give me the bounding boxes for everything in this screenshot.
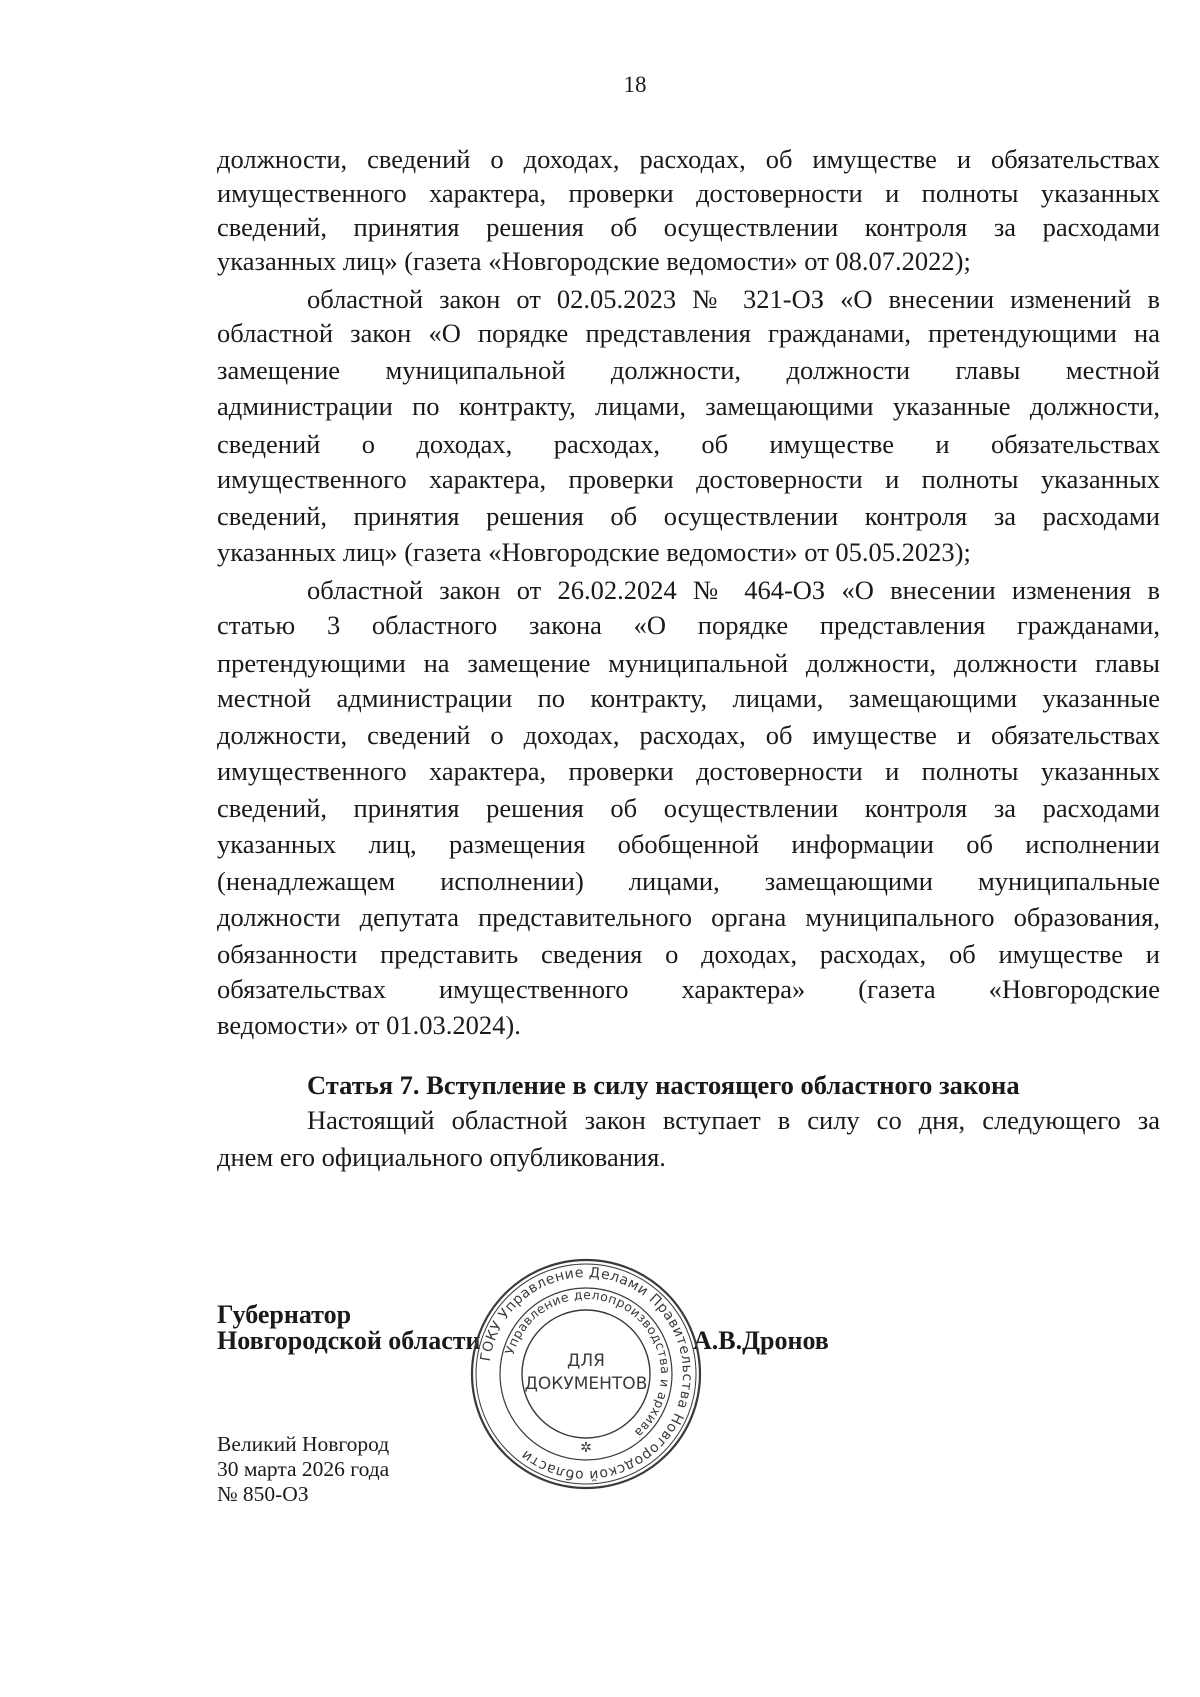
text-line: областной закон от 02.05.2023 № 321-ОЗ «О внесении изменений в bbox=[307, 284, 1160, 314]
text-line: указанных лиц, размещения обобщенной информации об исполнении bbox=[217, 829, 1160, 859]
stamp-outer-text: ГОКУ Управление Делами Правительства Новгородской области bbox=[477, 1264, 696, 1484]
text-line: имущественного характера, проверки достоверности и полноты указанных bbox=[217, 178, 1160, 208]
stamp-center-line2: ДОКУМЕНТОВ bbox=[524, 1374, 648, 1394]
text-line: (ненадлежащем исполнении) лицами, замещающими муниципальные bbox=[217, 866, 1160, 896]
text-line: Настоящий областной закон вступает в силу со дня, следующего за bbox=[307, 1105, 1160, 1135]
text-line: сведений о доходах, расходах, об имуществе и обязательствах bbox=[217, 429, 1160, 459]
signature-title-line1: Губернатор bbox=[217, 1300, 352, 1329]
text-line: сведений, принятия решения об осуществлении контроля за расходами bbox=[217, 501, 1160, 531]
official-stamp bbox=[468, 1256, 704, 1492]
place-city: Великий Новгород bbox=[217, 1432, 390, 1456]
text-line: должности депутата представительного органа муниципального образования, bbox=[217, 902, 1160, 932]
text-line: указанных лиц» (газета «Новгородские ведомости» от 05.05.2023); bbox=[217, 537, 971, 567]
text-line: местной администрации по контракту, лицами, замещающими указанные bbox=[217, 683, 1160, 713]
text-line: областной закон «О порядке представления гражданами, претендующими на bbox=[217, 318, 1160, 348]
stamp-inner-text: Управление делопроизводства и архива bbox=[501, 1286, 674, 1441]
text-line: имущественного характера, проверки достоверности и полноты указанных bbox=[217, 464, 1160, 494]
page-number: 18 bbox=[623, 72, 647, 97]
text-line: обязанности представить сведения о доходах, расходах, об имуществе и bbox=[217, 939, 1160, 969]
text-line: указанных лиц» (газета «Новгородские ведомости» от 08.07.2022); bbox=[217, 246, 971, 276]
article-heading: Статья 7. Вступление в силу настоящего областного закона bbox=[307, 1070, 1020, 1100]
text-line: ведомости» от 01.03.2024). bbox=[217, 1010, 521, 1040]
text-line: претендующими на замещение муниципальной должности, должности главы bbox=[217, 648, 1160, 678]
text-line: администрации по контракту, лицами, замещающими указанные должности, bbox=[217, 391, 1160, 421]
place-date: 30 марта 2026 года bbox=[217, 1457, 390, 1481]
stamp-center-line1: ДЛЯ bbox=[567, 1351, 605, 1371]
text-line: статью 3 областного закона «О порядке представления гражданами, bbox=[217, 610, 1160, 640]
text-line: замещение муниципальной должности, должности главы местной bbox=[217, 355, 1160, 385]
signature-title-line2: Новгородской области bbox=[217, 1326, 481, 1355]
text-line: обязательствах имущественного характера» (газета «Новгородские bbox=[217, 974, 1160, 1004]
text-line: имущественного характера, проверки достоверности и полноты указанных bbox=[217, 756, 1160, 786]
text-line: днем его официального опубликования. bbox=[217, 1142, 666, 1172]
text-line: должности, сведений о доходах, расходах, об имуществе и обязательствах bbox=[217, 144, 1160, 174]
text-line: областной закон от 26.02.2024 № 464-ОЗ «О внесении изменения в bbox=[307, 575, 1160, 605]
text-line: сведений, принятия решения об осуществлении контроля за расходами bbox=[217, 793, 1160, 823]
stamp-star-icon: ✲ bbox=[580, 1440, 592, 1456]
text-line: должности, сведений о доходах, расходах, об имуществе и обязательствах bbox=[217, 720, 1160, 750]
text-line: сведений, принятия решения об осуществлении контроля за расходами bbox=[217, 212, 1160, 242]
law-number: № 850-ОЗ bbox=[217, 1482, 309, 1506]
signatory-name: А.В.Дронов bbox=[693, 1326, 829, 1355]
